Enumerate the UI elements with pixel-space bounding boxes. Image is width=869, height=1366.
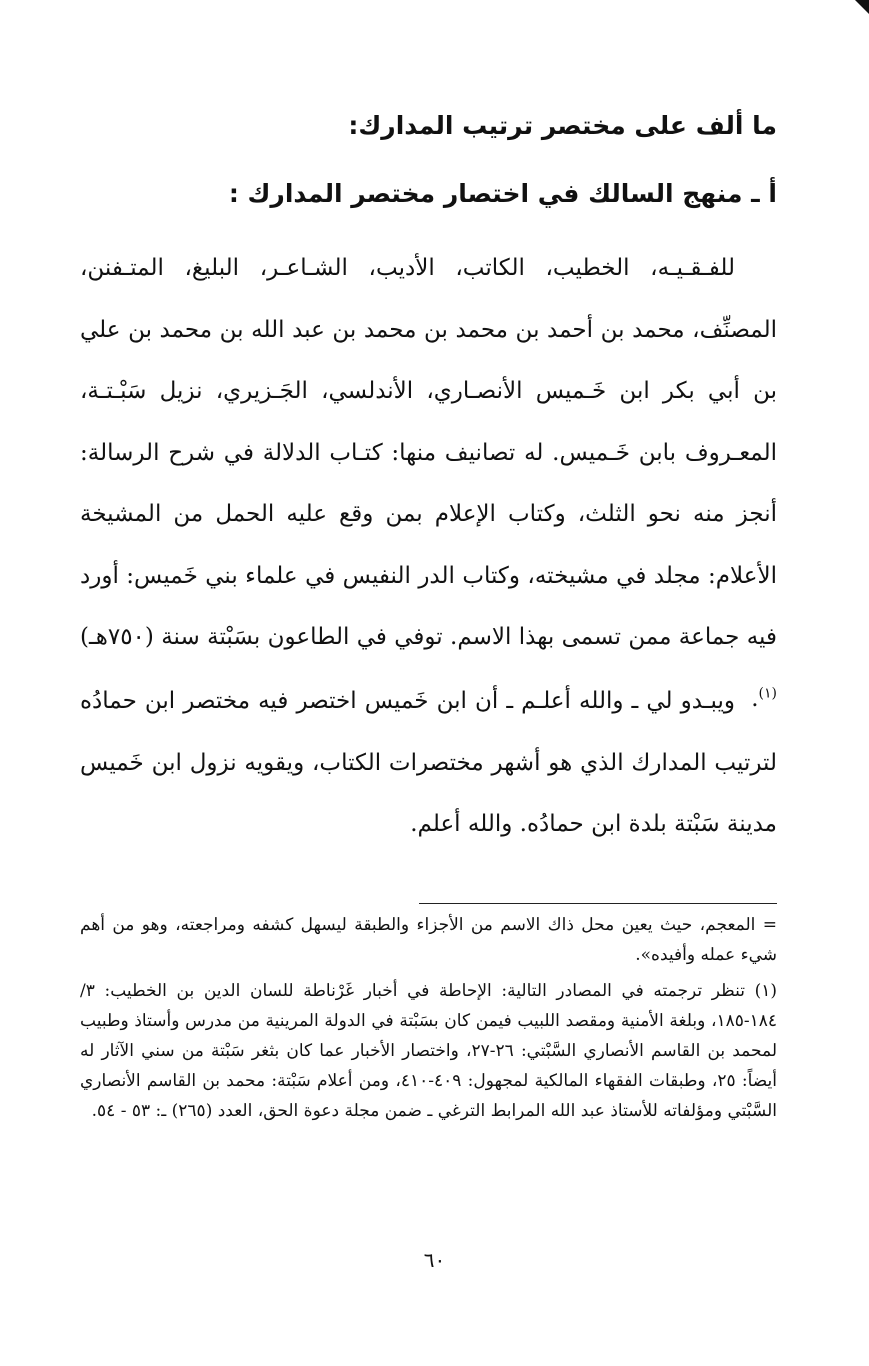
biography-text: للفـقـيـه، الخطيب، الكاتب، الأديب، الشـاعـر، البليغ، المتـفنن، المصنِّف، محمد بن أحمد بن محمد بن محمد بن عبد الله بن محمد بن علي بن أبي بكر ابن خَـميس الأنصـاري، الأندلسي، الجَـزيري، نزيل سَبْـتـة، المعـروف بابن خَـميس. له تصانيف منها: كتـاب الدلالة في شرح الرسالة: أنجز منه نحو الثلث، وكتاب الإعلام بمن وقع عليه الحمل من المشيخة الأعلام: مجلد في مشيخته، وكتاب الدر النفيس في علماء بني خَميس: أورد فيه جماعة ممن تسمى بهذا الاسم. توفي في الطاعون بسَبْتة سنة (٧٥٠هـ) <box>80 255 778 650</box>
page-number: ٦٠ <box>423 1248 446 1272</box>
section-heading: ما ألف على مختصر ترتيب المدارك: <box>348 111 777 140</box>
footnote-separator <box>419 903 777 904</box>
subsection-heading: أ ـ منهج السالك في اختصار مختصر المدارك : <box>228 179 777 208</box>
opinion-paragraph: ويبـدو لي ـ والله أعلـم ـ أن ابن خَميس اختصر فيه مختصر ابن حمادُه لترتيب المدارك الذي هو أشهر مختصرات الكتاب، ويقويه نزول ابن خَميس مدينة سَبْتة بلدة ابن حمادُه. والله أعلم. <box>80 688 777 837</box>
footnote-1: (١) تنظر ترجمته في المصادر التالية: الإحاطة في أخبار غَرْناطة للسان الدين بن الخطيب: ٣/ ١٨٤-١٨٥، وبلغة الأمنية ومقصد اللبيب فيمن كان بسَبْتة في الدولة المرينية من مدرس وأستاذ وطبيب لمحمد بن القاسم الأنصاري السَّبْتي: ٢٦-٢٧، واختصار الأخبار عما كان بثغر سَبْتة من سني الآثار له أيضاً: ٢٥، وطبقات الفقهاء المالكية لمجهول: ٤٠٩-٤١٠، ومن أعلام سَبْتة: محمد بن القاسم الأنصاري السَّبْتي ومؤلفاته للأستاذ عبد الله المرابط الترغي ـ ضمن مجلة دعوة الحق، العدد (٢٦٥) ـ: ٥٣ - ٥٤. <box>80 981 777 1121</box>
sentence-end: . <box>751 685 759 712</box>
footnote-continuation: = المعجم، حيث يعين محل ذاك الاسم من الأجزاء والطبقة ليسهل كشفه ومراجعته، وهو من أهم شيء عمله وأفيده». <box>80 915 777 965</box>
footnote-reference: (١) <box>758 684 777 701</box>
footnotes <box>80 910 777 1126</box>
corner-mark <box>855 0 869 14</box>
biography-paragraph <box>80 238 777 730</box>
